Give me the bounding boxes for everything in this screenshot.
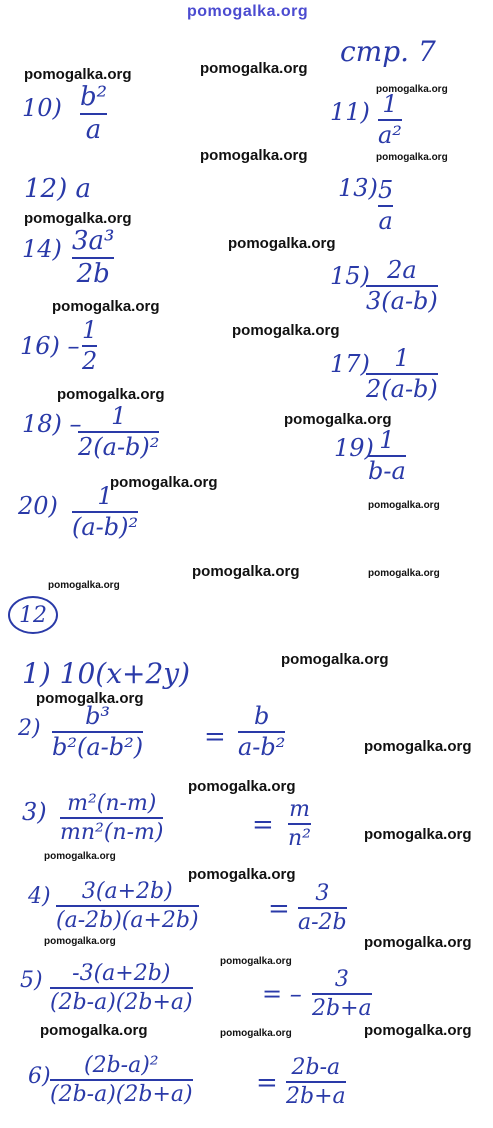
numerator: 3a³ [72, 226, 115, 256]
fraction-bar [288, 823, 311, 825]
numerator: m [289, 797, 310, 822]
watermark: pomogalka.org [232, 322, 340, 339]
task12-part2-number: 2) [18, 716, 41, 741]
watermark: pomogalka.org [188, 778, 296, 795]
denominator: 2b [76, 259, 110, 290]
watermark: pomogalka.org [376, 84, 448, 95]
denominator: (2b-a)(2b+a) [50, 1082, 193, 1108]
fraction-bar [60, 817, 163, 819]
task12-part1: 1) 10(x+2y) [22, 657, 190, 690]
equals-sign: = [252, 810, 274, 840]
fraction-bar [56, 905, 199, 907]
numerator: 1 [394, 344, 410, 372]
answer-17-fraction [366, 346, 438, 402]
task12-part3-right [288, 798, 311, 850]
denominator: a [378, 207, 393, 236]
numerator: 1 [82, 316, 98, 344]
numerator: 3(a+2b) [81, 879, 173, 904]
fraction-bar [312, 993, 372, 995]
denominator: b-a [368, 457, 406, 486]
watermark: pomogalka.org [364, 826, 472, 843]
task12-part5-left [50, 962, 193, 1014]
denominator: mn²(n-m) [60, 820, 164, 846]
numerator: b [254, 702, 270, 730]
task12-part2-right [238, 704, 285, 760]
answer-19-number: 19) [334, 434, 374, 462]
task12-part6-right [286, 1056, 346, 1108]
numerator: 1 [111, 402, 127, 430]
watermark: pomogalka.org [200, 60, 308, 77]
denominator: 2(a-b) [366, 375, 438, 404]
watermark: pomogalka.org [220, 956, 292, 967]
fraction-bar [286, 1081, 346, 1083]
watermark: pomogalka.org [228, 235, 336, 252]
denominator: n² [288, 826, 311, 852]
task12-part4-right [298, 882, 347, 934]
answer-17-number: 17) [330, 350, 370, 378]
watermark: pomogalka.org [281, 651, 389, 668]
denominator: (a-2b)(a+2b) [56, 908, 199, 934]
answer-11-fraction [378, 92, 402, 148]
denominator: a-2b [298, 910, 347, 936]
numerator: -3(a+2b) [72, 961, 171, 986]
watermark: pomogalka.org [364, 934, 472, 951]
equals-sign: = [268, 894, 290, 924]
watermark: pomogalka.org [220, 1028, 292, 1039]
watermark: pomogalka.org [368, 568, 440, 579]
watermark: pomogalka.org [368, 500, 440, 511]
answer-16-fraction [82, 318, 97, 374]
denominator: (a-b)² [72, 513, 139, 542]
denominator: a² [378, 121, 402, 150]
numerator: 3 [315, 881, 330, 906]
equals-minus-sign: = – [262, 980, 302, 1008]
watermark: pomogalka.org [200, 147, 308, 164]
answer-15-number: 15) [330, 262, 370, 290]
task12-part6-number: 6) [28, 1064, 51, 1089]
task12-part5-number: 5) [20, 968, 43, 993]
numerator: b² [80, 82, 108, 112]
task12-part5-right [312, 968, 372, 1020]
denominator: 2 [82, 347, 98, 376]
watermark: pomogalka.org [44, 851, 116, 862]
numerator: m²(n-m) [67, 791, 157, 816]
watermark: pomogalka.org [24, 66, 132, 83]
site-header: pomogalka.org [187, 3, 309, 20]
watermark: pomogalka.org [44, 936, 116, 947]
numerator: 2a [387, 256, 417, 284]
answer-14-fraction [72, 228, 114, 289]
watermark: pomogalka.org [40, 1022, 148, 1039]
numerator: 2b-a [291, 1055, 341, 1080]
denominator: 2b+a [286, 1084, 346, 1110]
denominator: a [85, 115, 102, 146]
numerator: (2b-a)² [83, 1053, 159, 1078]
denominator: 2b+a [312, 996, 372, 1022]
equals-sign: = [256, 1068, 278, 1098]
numerator: b³ [85, 702, 111, 730]
answer-20-number: 20) [18, 492, 58, 520]
watermark: pomogalka.org [36, 690, 144, 707]
denominator: a-b² [238, 733, 286, 762]
answer-18-number: 18) – [22, 410, 82, 438]
watermark: pomogalka.org [364, 738, 472, 755]
task-number-circle: 12 [8, 596, 58, 634]
task12-part4-left [56, 880, 199, 932]
task12-part6-left [50, 1054, 193, 1106]
task12-part3-number: 3) [22, 798, 47, 826]
fraction-bar [298, 907, 347, 909]
task12-part2-left [52, 704, 143, 760]
task12-part3-left [60, 792, 163, 844]
watermark: pomogalka.org [24, 210, 132, 227]
answer-12: 12) a [24, 174, 91, 204]
watermark: pomogalka.org [284, 411, 392, 428]
denominator: (2b-a)(2b+a) [50, 990, 193, 1016]
answer-10-number: 10) [22, 94, 62, 122]
denominator: 2(a-b)² [78, 433, 160, 462]
answer-13-fraction [378, 178, 393, 234]
watermark: pomogalka.org [364, 1022, 472, 1039]
watermark: pomogalka.org [110, 474, 218, 491]
equals-sign: = [204, 722, 226, 752]
watermark: pomogalka.org [57, 386, 165, 403]
answer-19-fraction [368, 428, 406, 484]
numerator: 5 [378, 176, 394, 204]
denominator: 3(a-b) [366, 287, 438, 316]
answer-14-number: 14) [22, 235, 62, 263]
fraction-bar [50, 987, 193, 989]
watermark: pomogalka.org [52, 298, 160, 315]
watermark: pomogalka.org [48, 580, 120, 591]
answer-11-number: 11) [330, 98, 370, 126]
numerator: 3 [334, 967, 349, 992]
answer-20-fraction [72, 484, 138, 540]
denominator: b²(a-b²) [52, 733, 144, 762]
fraction-bar [50, 1079, 193, 1081]
answer-18-fraction [78, 404, 159, 460]
watermark: pomogalka.org [188, 866, 296, 883]
watermark: pomogalka.org [192, 563, 300, 580]
answer-13-number: 13) [338, 174, 378, 202]
watermark: pomogalka.org [376, 152, 448, 163]
answer-10-fraction [80, 84, 107, 145]
numerator: 1 [97, 482, 113, 510]
numerator: 1 [379, 426, 395, 454]
task12-part4-number: 4) [28, 884, 51, 909]
answer-16-number: 16) – [20, 332, 80, 360]
numerator: 1 [382, 90, 398, 118]
page-reference: стр. 7 [340, 35, 436, 68]
answer-15-fraction [366, 258, 438, 314]
